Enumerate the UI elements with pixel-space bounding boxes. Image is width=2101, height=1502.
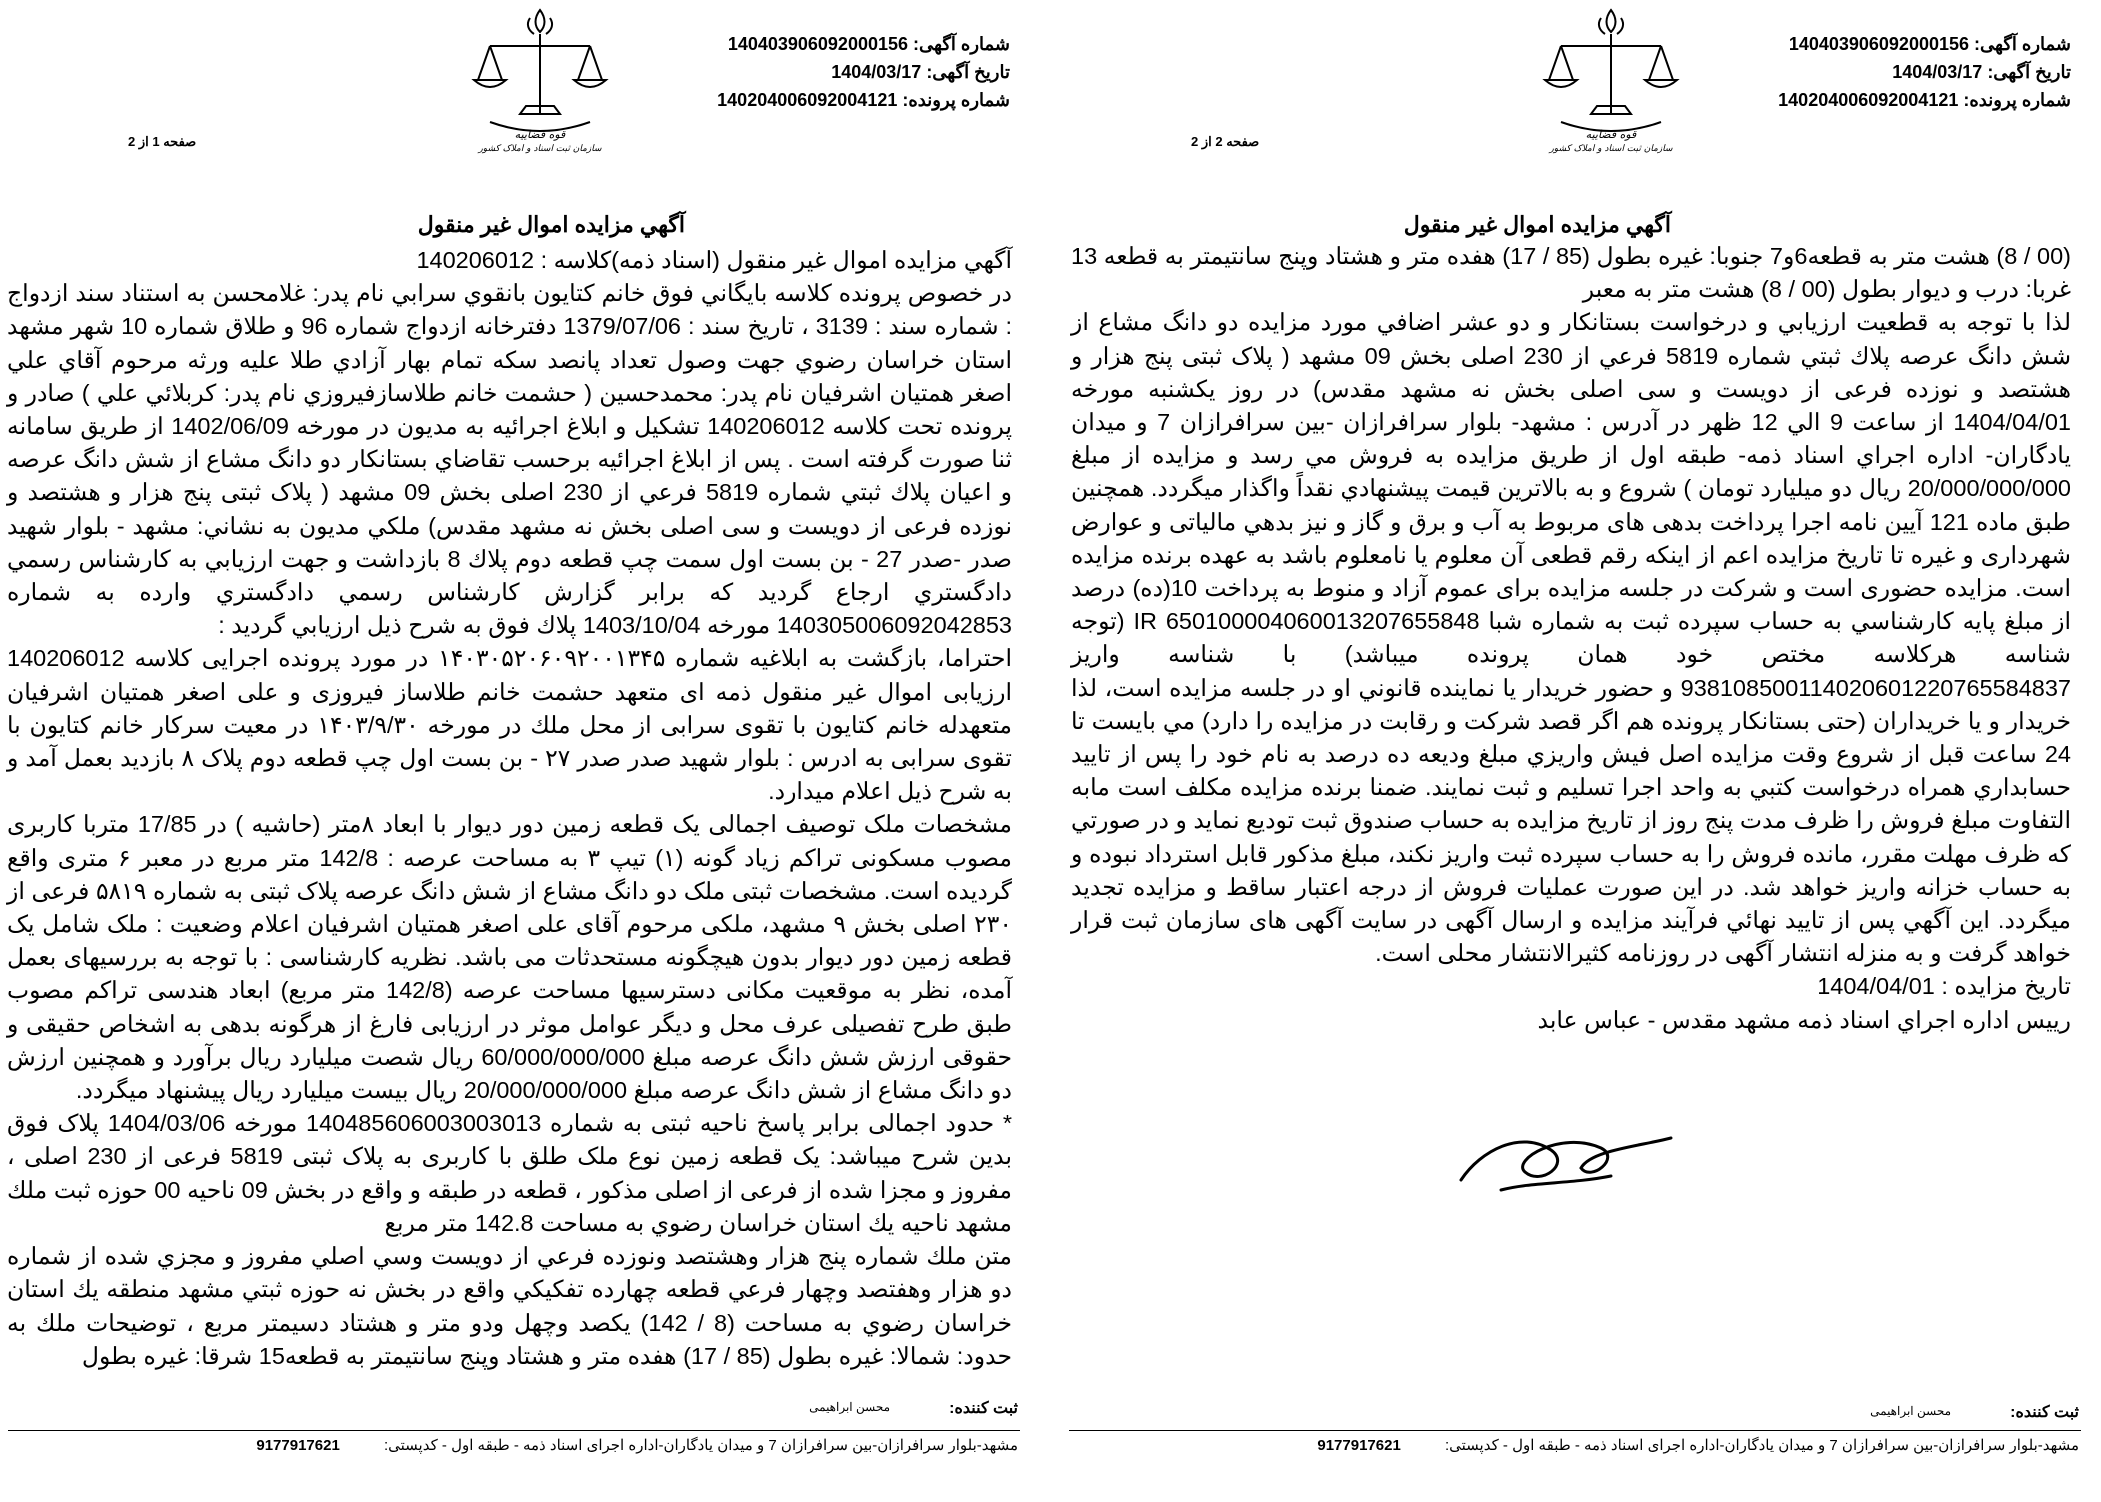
case-number-row bbox=[1778, 86, 2071, 114]
page-number: صفحه 1 از 2 bbox=[128, 134, 197, 149]
page-title: آگهي مزايده اموال غير منقول bbox=[1403, 212, 1671, 237]
ad-number: 140403906092000156 bbox=[727, 34, 909, 54]
svg-text:سازمان ثبت اسناد و املاک کشور: سازمان ثبت اسناد و املاک کشور bbox=[478, 144, 602, 154]
svg-text:سازمان ثبت اسناد و املاک کشور: سازمان ثبت اسناد و املاک کشور bbox=[1549, 144, 1673, 154]
page-title: آگهي مزايده اموال غير منقول bbox=[417, 212, 685, 237]
page-gutter bbox=[1040, 0, 1061, 1502]
signatory: رييس اداره اجراي اسناد ذمه مشهد مقدس - عباس عابد bbox=[1537, 1006, 2071, 1033]
footer-divider bbox=[1069, 1430, 2081, 1431]
paragraph: متن ملك شماره پنج هزار وهشتصد ونوزده فرعي از دويست وسي اصلي مفروز و مجزي شده از شماره دو هزار وهفتصد وچهار فرعي قطعه چهارده تفكيكي واقع در بخش نه حوزه ثبتي مشهد منطقه يك استان خراسان رضوي به مساحت (8 / 142) يكصد وچهل ودو متر و هشتاد دسيمتر مربع ، توضيحات ملك به حدود: شمالا: غيره بطول (85 / 17) هفده متر و هشتاد وپنج سانتيمتر به قطعه15 شرقا: غيره بطول bbox=[7, 1243, 1012, 1369]
case-number: 140204006092004121 bbox=[717, 90, 898, 110]
svg-text:قوه قضاییه: قوه قضاییه bbox=[1585, 128, 1637, 141]
paragraph: (00 / 8) هشت متر به قطعه6و7 جنوبا: غيره بطول (85 / 17) هفده متر و هشتاد وپنج سانتيمتر به قطعه 13 غربا: درب و ديوار بطول (00 / 8) هشت متر به معبر bbox=[1071, 243, 2071, 303]
announcement-body bbox=[1071, 240, 2071, 1037]
ad-number-row bbox=[717, 30, 1010, 58]
footer-address bbox=[256, 1436, 1018, 1454]
footer-address bbox=[1317, 1436, 2079, 1454]
page-1 bbox=[0, 0, 1040, 1502]
judiciary-emblem bbox=[450, 4, 630, 154]
paragraph: مشخصات ملک توصیف اجمالی یک قطعه زمین دور دیوار با ابعاد ۸متر (حاشیه ) در 17/85 متربا کاربری مصوب مسکونی تراکم زیاد گونه (۱) تیپ ۳ به مساحت عرصه : 142/8 متر مربع در معبر ۶ متری واقع گردیده است. مشخصات ثبتی ملک دو دانگ مشاع از شش دانگ عرصه پلاک ثبتی به شماره ۵۸۱۹ فرعی از ۲۳۰ اصلی بخش ۹ مشهد، ملکی مرحوم آقای علی اصغر همتیان اشرفیان اعلام وضعیت : ملک شامل یک قطعه زمین دور دیوار بدون هیچگونه مستحدثات می باشد. نظریه کارشناسی : با توجه به بررسیهای بعمل آمده، نظر به موقعیت مکانی دسترسیها مساحت عرصه (142/8 متر مربع) ابعاد هندسی تراکم مصوب طبق طرح تفصیلی عرف محل و دیگر عوامل موثر در ارزیابی فارغ از هرگونه بدهی به اشخاص حقیقی و حقوقی ارزش شش دانگ عرصه مبلغ 60/000/000/000 ریال شصت میلیارد ریال برآورد و همچنین ارزش دو دانگ مشاع از شش دانگ عرصه مبلغ 20/000/000/000 ریال بیست میلیارد ریال پیشنهاد میگردد. bbox=[7, 811, 1013, 1104]
ad-number-label: شماره آگهی: bbox=[1974, 34, 2071, 54]
ad-metadata bbox=[717, 30, 1010, 114]
handwritten-signature bbox=[1441, 1090, 1681, 1210]
scales-of-justice-icon bbox=[1521, 4, 1701, 154]
registrar-name: محسن ابراهیمی bbox=[1870, 1404, 1951, 1418]
paragraph: احتراما، بازگشت به ابلاغیه شماره ۱۴۰۳۰۵۲۰۶۰۹۲۰۰۱۳۴۵ در مورد پرونده اجرایی كلاسه 140206012 ارزیابی اموال غیر منقول ذمه ای متعهد حشمت خانم طلاساز فیروزی و علی اصغر همتیان اشرفیان متعهدله خانم كتایون با تقوی سرابی از محل ملك در مورخه ۱۴۰۳/۹/۳۰ در معیت سركار خانم كتایون با تقوی سرابی به ادرس : بلوار شهید صدر صدر ۲۷ - بن بست اول چپ قطعه دوم پلاک ۸ بازدید بعمل آمد و به شرح ذیل اعلام میدارد. bbox=[7, 645, 1012, 805]
ad-number-label: شماره آگهی: bbox=[913, 34, 1010, 54]
judiciary-emblem bbox=[1521, 4, 1701, 154]
footer-divider bbox=[8, 1430, 1020, 1431]
ad-date-row bbox=[1778, 58, 2071, 86]
auction-date: تاريخ مزايده : 1404/04/01 bbox=[1817, 973, 2071, 1000]
svg-text:قوه قضاییه: قوه قضاییه bbox=[514, 128, 566, 141]
case-number-label: شماره پرونده: bbox=[1963, 90, 2071, 110]
page-2 bbox=[1061, 0, 2101, 1502]
registrar-name: محسن ابراهیمی bbox=[809, 1400, 890, 1414]
ad-date-label: تاریخ آگهی: bbox=[926, 62, 1010, 82]
scales-of-justice-icon bbox=[450, 4, 630, 154]
ad-date: 1404/03/17 bbox=[1892, 62, 1983, 82]
registrar-label: ثبت كننده: bbox=[2010, 1404, 2079, 1421]
page-number: صفحه 2 از 2 bbox=[1191, 134, 1260, 149]
ad-date-row bbox=[717, 58, 1010, 86]
paragraph: لذا با توجه به قطعيت ارزيابي و درخواست بستانكار و دو عشر اضافي مورد مزايده دو دانگ مشاع از شش دانگ عرصه پلاك ثبتي شماره 5819 فرعي از 230 اصلی بخش 09 مشهد ( پلاک ثبتی پنج هزار و هشتصد و نوزده فرعی از دویست و سی اصلی بخش نه مشهد مقدس) در روز يكشنبه مورخه 1404/04/01 از ساعت 9 الي 12 ظهر در آدرس : مشهد- بلوار سرافرازان -بين سرافرازان 7 و ميدان يادگاران- اداره اجراي اسناد ذمه- طبقه اول از طريق مزايده به فروش مي رسد و مزايده از مبلغ 20/000/000/000 ريال دو ميليارد تومان ) شروع و به بالاترين قيمت پيشنهادي نقداً واگذار ميگردد. همچنين طبق ماده 121 آيين نامه اجرا پرداخت بدهی های مربوط به آب و برق و گاز و نيز بدهي مالياتی و عوارض شهرداری و غيره تا تاريخ مزايده اعم از اينكه رقم قطعی آن معلوم يا نامعلوم باشد به عهده برنده مزايده است. مزايده حضوری است و شركت در جلسه مزايده برای عموم آزاد و منوط به پرداخت 10(ده) درصد از مبلغ پايه كارشناسي به حساب سپرده ثبت به شماره شبا IR 650100004060013207655848 (توجه شناسه هركلاسه مختص خود همان پرونده ميباشد) با شناسه واريز 938108500114020601220765584837 و حضور خريدار يا نماينده قانوني او در جلسه مزايده است، لذا خريدار و يا خريداران (حتی بستانكار پرونده هم اگر قصد شركت و رقابت در مزايده را دارد) مي بايست تا 24 ساعت قبل از شروع وقت مزايده اصل فيش واريزي مبلغ وديعه ده درصد به نام خود را پس از تاييد حسابداري همراه درخواست كتبي به واحد اجرا تسليم و ثبت نمايند. ضمنا برنده مزايده مكلف است مابه التفاوت مبلغ فروش را ظرف مدت پنج روز از تاريخ مزايده به حساب صندوق ثبت توديع نمايد و در صورتي كه ظرف مهلت مقرر، مانده فروش را به حساب سپرده ثبت واريز نكند، مبلغ مذكور قابل استرداد نبوده و به حساب خزانه واريز خواهد شد. در اين صورت عمليات فروش از درجه اعتبار ساقط و مزايده تجديد ميگردد. اين آگهي پس از تاييد نهائي فرآيند مزايده و ارسال آگهی در سايت آگهی های سازمان ثبت قرار خواهد گرفت و به منزله انتشار آگهی در روزنامه كثيرالانتشار محلی است. bbox=[1071, 309, 2072, 967]
footer-postal-code: 9177917621 bbox=[1317, 1437, 1401, 1454]
case-number-row bbox=[717, 86, 1010, 114]
announcement-body bbox=[7, 244, 1012, 1373]
footer-address-text: مشهد-بلوار سرافرازان-بین سرافرازان 7 و میدان یادگاران-اداره اجرای اسناد ذمه - طبقه اول - کدپستی: bbox=[1444, 1437, 2079, 1454]
case-number-label: شماره پرونده: bbox=[902, 90, 1010, 110]
ad-number-row bbox=[1778, 30, 2071, 58]
footer-postal-code: 9177917621 bbox=[256, 1437, 340, 1454]
registrar-label: ثبت كننده: bbox=[949, 1400, 1018, 1417]
case-number: 140204006092004121 bbox=[1778, 90, 1959, 110]
ad-date: 1404/03/17 bbox=[831, 62, 922, 82]
ad-date-label: تاریخ آگهی: bbox=[1987, 62, 2071, 82]
paragraph: در خصوص پرونده كلاسه بايگاني فوق خانم كتايون بانقوي سرابي نام پدر: غلامحسن به استناد سند ازدواج : شماره سند : 3139 ، تاريخ سند : 1379/07/06 دفترخانه ازدواج شماره 96 و طلاق شماره 10 شهر مشهد استان خراسان رضوي جهت وصول تعداد پانصد سكه تمام بهار آزادي طلا عليه ورثه مرحوم آقاي علي اصغر همتيان اشرفيان نام پدر: محمدحسين ( حشمت خانم طلاسازفيروزي نام پدر: كربلائي علي ) صادر و پرونده تحت كلاسه 140206012 تشكيل و ابلاغ اجرائيه به مديون در مورخه 1402/06/09 از طريق سامانه ثنا صورت گرفته است . پس از ابلاغ اجرائيه برحسب تقاضاي بستانكار دو دانگ مشاع از شش دانگ عرصه و اعيان پلاك ثبتي شماره 5819 فرعي از 230 اصلی بخش 09 مشهد ( پلاک ثبتی پنج هزار و هشتصد و نوزده فرعی از دویست و سی اصلی بخش نه مشهد مقدس) ملكي مديون به نشاني: مشهد - بلوار شهيد صدر -صدر 27 - بن بست اول سمت چپ قطعه دوم پلاك 8 بازداشت و جهت ارزيابي به كارشناس رسمي دادگستري ارجاع گرديد كه برابر گزارش كارشناس رسمي دادگستري وارده به شماره 14030500609204285‎3 مورخه 1403/10/04 پلاك فوق به شرح ذيل ارزيابي گرديد : bbox=[7, 280, 1013, 639]
ad-number: 140403906092000156 bbox=[1788, 34, 1970, 54]
paragraph: * حدود اجمالی برابر پاسخ ناحیه ثبتی به شماره 140485606003003013 مورخه 1404/03/06 پلاک فوق بدین شرح میباشد: یک قطعه زمین نوع ملک طلق با کاربری به پلاک ثبتی 5819 فرعی از 230 اصلی ، مفروز و مجزا شده از فرعی از اصلی مذکور ، قطعه در طبقه و واقع در بخش 09 ناحیه 00 حوزه ثبت ملك مشهد ناحیه يك استان خراسان رضوي به مساحت 142.8 متر مربع bbox=[7, 1110, 1012, 1236]
footer-address-text: مشهد-بلوار سرافرازان-بین سرافرازان 7 و میدان یادگاران-اداره اجرای اسناد ذمه - طبقه اول - کدپستی: bbox=[383, 1437, 1018, 1454]
ad-metadata bbox=[1778, 30, 2071, 114]
paragraph: آگهي مزايده اموال غير منقول (اسناد ذمه)كلاسه : 140206012 bbox=[416, 247, 1012, 273]
